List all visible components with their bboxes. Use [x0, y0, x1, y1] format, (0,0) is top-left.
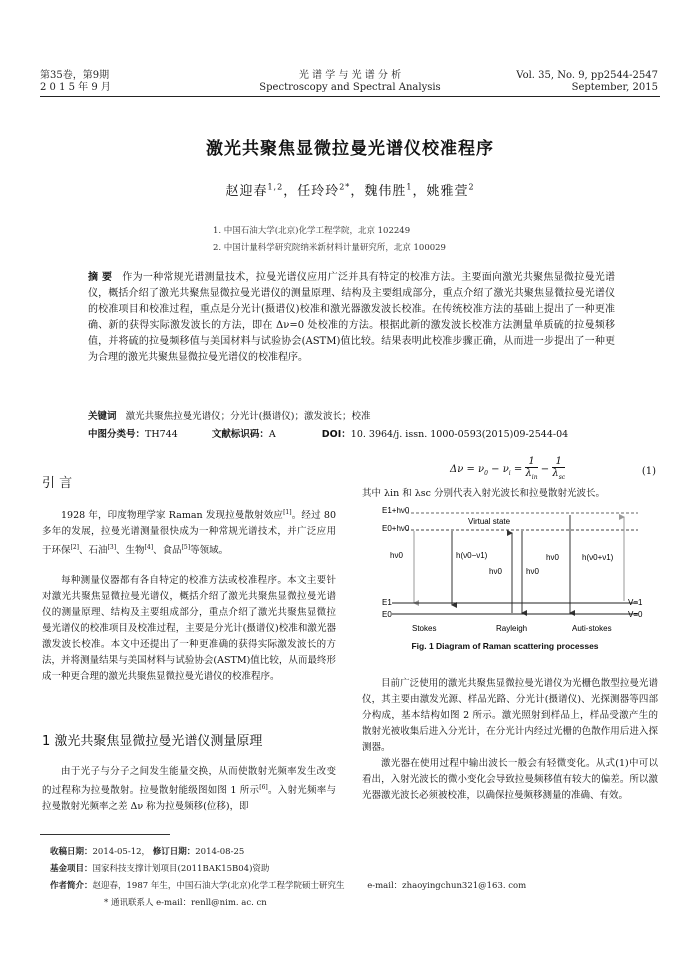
level-label-e0hv0: E0+hν0 [382, 524, 410, 533]
eq-part: − [540, 464, 553, 475]
figure-1-caption: Fig. 1 Diagram of Raman scattering processes [411, 641, 599, 651]
eq-sub: i [508, 470, 511, 477]
author-name: 姚雅萱 [426, 184, 469, 199]
virtual-state-label: Virtual state [468, 517, 511, 526]
author-affil: 2* [339, 182, 351, 192]
footnote-value: 国家科技支撑计划项目(2011BAK15B04)资助 [92, 864, 270, 874]
footnote-value: 2014-08-25 [195, 847, 245, 857]
level-label-e1hv0: E1+hν0 [382, 506, 410, 515]
where-text: 其中 λin 和 λsc 分别代表入射光波长和拉曼散射光波长。 [362, 488, 605, 499]
journal-name-en: Spectroscopy and Spectral Analysis [259, 82, 441, 93]
process-label-rayleigh: Rayleigh [496, 624, 528, 633]
page-title: 激光共聚焦显微拉曼光谱仪校准程序 [206, 139, 494, 159]
right-paragraph-1: 目前广泛使用的激光共聚焦显微拉曼光谱仪为光栅色散型拉曼光谱仪，其主要由激发光源、样品光路、分光计(摄谱仪)、光探测器等四部分构成，基本结构如图 2 所示。激光照射到样品上，样品受激产生的散射光被收集后进入分光计，在分光计内经过光栅的色散作用后进入探测器。 [362, 678, 658, 753]
footnote-corresponding: * 通讯联系人 e-mail：renll@nim. ac. cn [104, 898, 267, 908]
arrow-label: hν0 [526, 567, 539, 576]
abstract-text: 作为一种常规光谱测量技术，拉曼光谱仪应用广泛并具有特定的校准方法。主要面向激光共聚焦显微拉曼光谱仪，概括介绍了激光共聚焦显微拉曼光谱仪的测量原理、结构及主要组成部分，重点介绍了激光共聚焦显微拉曼光谱仪的校准项目和校准过程，重点是分光计(摄谱仪)校准和激光器激发波长校准。在传统校准方法的基础上提出了一种更准确、新的获得实际激发波长的方法，即在 Δν=0 处校准的方法。根据此新的激发波长校准方法测量单质硫的拉曼频移值，并将硫的拉曼频移值与美国材料与试验协会(ASTM)值比较。结果表明此校准步骤正确，从而进一步提出了一种更为合理的激光共聚焦显微拉曼光谱仪的校准程序。 [88, 272, 616, 363]
section-1-heading: 1 激光共聚焦显微拉曼光谱仪测量原理 [42, 734, 263, 749]
clc-label: 中图分类号： [88, 429, 146, 440]
text: 由于光子与分子之间发生能量交换，从而使散射光频率发生改变的过程称为拉曼散射。拉曼散射能级图如图 1 所示 [42, 766, 336, 797]
footnote-rule [40, 834, 170, 835]
author-list [0, 180, 700, 199]
eq-part: − ν [487, 464, 509, 475]
footnote-label: 作者简介： [50, 881, 93, 891]
text: 、生物 [116, 545, 145, 557]
frac-den: λ [552, 468, 559, 479]
doi-label: DOI： [321, 429, 351, 440]
abstract-label: 摘 要 [88, 272, 113, 283]
eq-sub: 0 [484, 470, 488, 477]
journal-name-cn: 光 谱 学 与 光 谱 分 析 [298, 70, 402, 81]
section-1-paragraph [42, 764, 336, 815]
author-name: 任玲玲 [297, 184, 340, 199]
process-label-stokes: Stokes [412, 624, 437, 633]
eq-part: = [510, 464, 526, 475]
classification [88, 426, 628, 440]
text: 等领域。 [190, 545, 229, 557]
footnote-value: 2014-05-12， [92, 847, 151, 857]
doc-code-label: 文献标识码： [211, 429, 269, 440]
citation: [6] [259, 784, 268, 791]
affiliation: 1. 中国石油大学(北京)化学工程学院，北京 102249 [213, 226, 411, 236]
text: 。入射光频率与拉曼散射光频率之差 Δν 称为拉曼频移(位移)，即 [42, 785, 336, 813]
level-label-e0: E0 [382, 610, 392, 619]
level-label-v1: V=1 [628, 598, 643, 607]
author-sep: ， [412, 184, 427, 199]
author-name: 魏伟胜 [364, 184, 407, 199]
footnote-fund [50, 862, 269, 874]
keywords-label: 关键词 [88, 411, 117, 422]
frac-num: 1 [552, 456, 565, 468]
affiliation: 2. 中国计量科学研究院纳米新材料计量研究所，北京 100029 [213, 243, 446, 253]
equation-number: (1) [641, 466, 656, 477]
citation: [2] [70, 544, 80, 552]
equation-1 [450, 456, 565, 483]
author-affil: 1 [406, 182, 413, 192]
journal-month: September, 2015 [571, 82, 658, 93]
frac-num: 1 [525, 456, 537, 468]
citation: [5] [181, 544, 191, 552]
frac-sub: sc [558, 474, 566, 481]
frac-den: λ [525, 468, 532, 479]
keywords-text: 激光共聚焦拉曼光谱仪；分光计(摄谱仪)；激发波长；校准 [125, 411, 371, 422]
author-sep: ， [350, 184, 365, 199]
process-label-antistokes: Auti-stokes [572, 624, 612, 633]
clc-value: TH744 [145, 429, 178, 440]
author-affil: 2 [468, 182, 475, 192]
figure-1-diagram [376, 503, 658, 635]
level-label-v0: V=0 [628, 610, 643, 619]
doi-value: 10. 3964/j. issn. 1000-0593(2015)09-2544-04 [350, 429, 569, 440]
arrow-label: hν0 [546, 553, 559, 562]
author-name: 赵迎春 [225, 184, 268, 199]
author-affil: 1,2 [267, 182, 284, 192]
footnote-label: 收稿日期： [50, 847, 93, 857]
arrow-label: hν0 [489, 567, 502, 576]
footnote-author [50, 879, 670, 891]
arrow-label: h(ν0−ν1) [456, 551, 488, 560]
footnote-value: 赵迎春，1987 年生，中国石油大学(北京)化学工程学院硕士研究生 [92, 881, 345, 891]
abstract [88, 270, 615, 366]
text: 。经过 80 多年的发展，拉曼光谱测量很快成为一种常规光谱技术，并广泛应用于环保 [42, 510, 336, 557]
journal-date: 2 0 1 5 年 9 月 [40, 82, 111, 93]
journal-pages: Vol. 35, No. 9, pp2544-2547 [516, 70, 658, 81]
footnote-label: 基金项目： [50, 864, 93, 874]
footnote-label: 修订日期： [152, 847, 196, 857]
intro-paragraph-1 [42, 505, 336, 559]
footnote-dates [50, 845, 244, 857]
keywords [88, 408, 371, 422]
intro-paragraph-2: 每种测量仪器都有各自特定的校准方法或校准程序。本文主要针对激光共聚焦显微拉曼光谱仪，概括介绍了激光共聚焦显微拉曼光谱仪的测量原理、结构及主要组成部分，重点介绍了激光共聚焦显微拉曼光谱仪的校准项目及校准过程，主要是分光计(摄谱仪)校准和激光器激发波长校准。本文中还提出了一种更准确的获得实际激发波长的方法，并将测量结果与美国材料与试验协会(ASTM)值比较，从而最终形成一种更合理的激光共聚焦显微拉曼光谱仪的校准程序。 [42, 575, 336, 682]
text: 、石油 [79, 545, 108, 557]
eq-part: Δν = ν [450, 464, 485, 475]
arrow-label: h(ν0+ν1) [582, 553, 614, 562]
citation: [4] [144, 544, 154, 552]
citation: [3] [107, 544, 117, 552]
citation: [1] [283, 509, 292, 516]
journal-volume: 第35卷，第9期 [40, 70, 110, 81]
arrow-label: hν0 [390, 551, 403, 560]
fraction [525, 456, 537, 483]
fraction [552, 456, 565, 483]
frac-sub: in [531, 474, 538, 481]
level-label-e1: E1 [382, 598, 392, 607]
right-paragraph-2: 激光器在使用过程中输出波长一般会有轻微变化。从式(1)中可以看出，入射光波长的微小变化会导致拉曼频移值有较大的偏差。所以激光器激光波长必须被校准，以确保拉曼频移测量的准确、有效。 [362, 758, 658, 801]
text: 1928 年，印度物理学家 Raman 发现拉曼散射效应 [61, 510, 284, 522]
text: 、食品 [153, 545, 182, 557]
footnote-email: e-mail：zhaoyingchun321@163. com [367, 881, 527, 891]
doc-code-value: A [268, 429, 276, 440]
section-intro-heading: 引 言 [42, 476, 73, 491]
author-sep: ， [283, 184, 298, 199]
header-rule [40, 96, 660, 97]
